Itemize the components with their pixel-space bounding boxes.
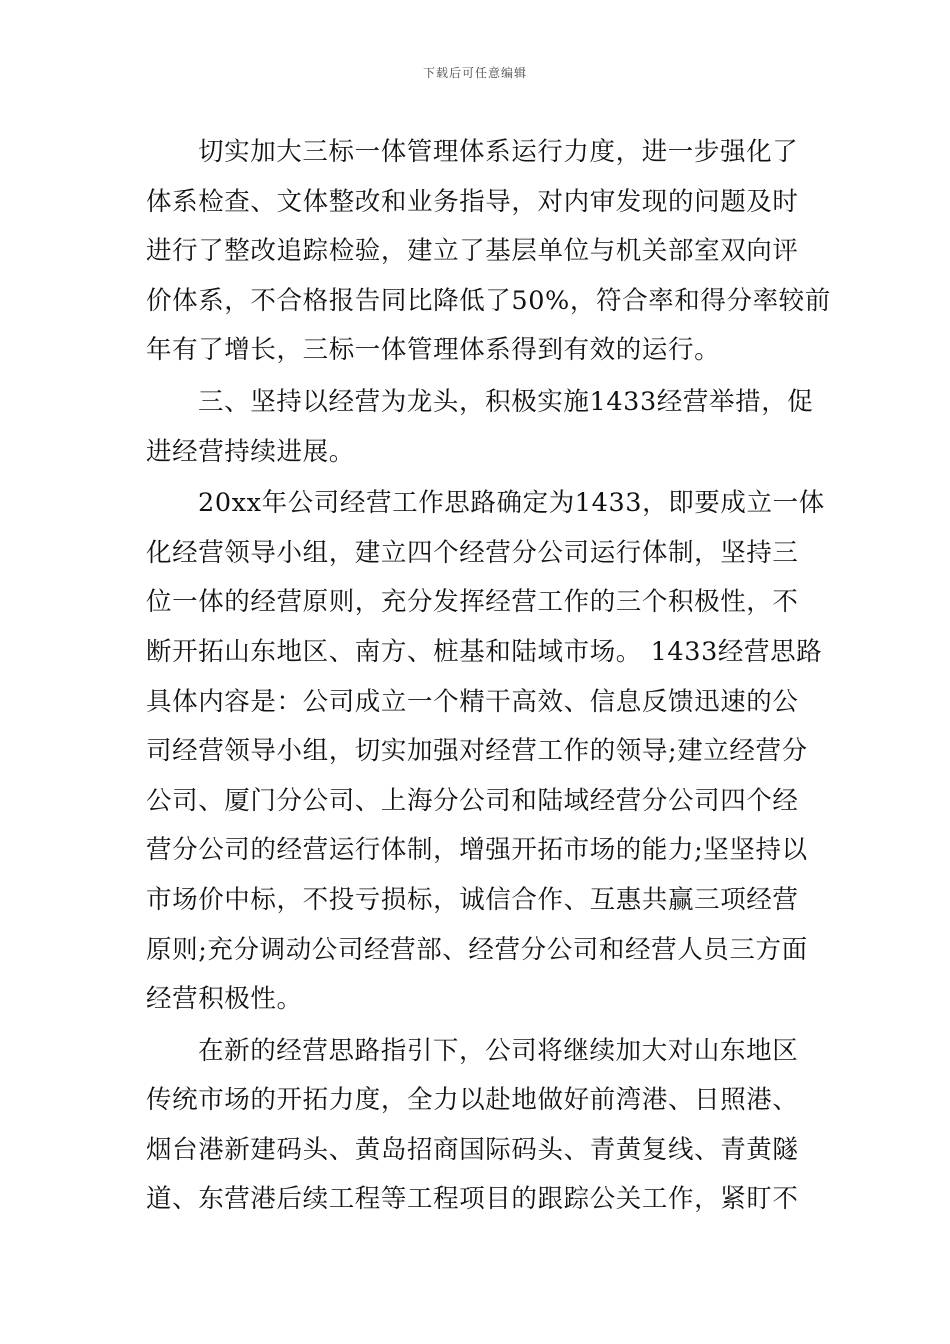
- paragraph-4: [146, 1027, 816, 1225]
- text-line: 20xx年公司经营工作思路确定为1433，即要成立一体: [198, 488, 825, 519]
- document-body: [146, 128, 831, 1225]
- paragraph-3: [146, 479, 825, 1025]
- paragraph-1: [146, 128, 831, 376]
- text-line: 三、坚持以经营为龙头，积极实施1433经营举措，促: [198, 386, 814, 417]
- text-line: 司经营领导小组，切实加强对经营工作的领导;建立经营分: [146, 736, 808, 767]
- text-line: 烟台港新建码头、黄岛招商国际码头、青黄复线、青黄隧: [146, 1134, 799, 1165]
- text-line: 断开拓山东地区、南方、桩基和陆域市场。 1433经营思路: [146, 636, 823, 667]
- paragraph-2: [146, 378, 816, 477]
- text-line: 切实加大三标一体管理体系运行力度，进一步强化了: [198, 137, 799, 167]
- text-line: 道、东营港后续工程等工程项目的跟踪公关工作，紧盯不: [146, 1184, 799, 1215]
- text-line: 价体系，不合格报告同比降低了50%，符合率和得分率较前: [146, 285, 831, 316]
- text-line: 位一体的经营原则，充分发挥经营工作的三个积极性，不: [146, 587, 799, 618]
- text-line: 市场价中标，不投亏损标，诚信合作、互惠共赢三项经营: [146, 884, 799, 915]
- text-line: 原则;充分调动公司经营部、经营分公司和经营人员三方面: [146, 934, 808, 965]
- text-line: 营分公司的经营运行体制，增强开拓市场的能力;坚坚持以: [146, 835, 808, 866]
- text-line: 具体内容是：公司成立一个精干高效、信息反馈迅速的公: [146, 686, 799, 717]
- text-line: 进行了整改追踪检验，建立了基层单位与机关部室双向评: [146, 236, 799, 267]
- text-line: 体系检查、文体整改和业务指导，对内审发现的问题及时: [146, 186, 799, 217]
- text-line: 年有了增长，三标一体管理体系得到有效的运行。: [146, 335, 721, 366]
- text-line: 经营积极性。: [146, 984, 303, 1015]
- text-line: 传统市场的开拓力度，全力以赴地做好前湾港、日照港、: [146, 1085, 799, 1116]
- text-line: 公司、厦门分公司、上海分公司和陆域经营分公司四个经: [146, 785, 799, 816]
- text-line: 化经营领导小组，建立四个经营分公司运行体制，坚持三: [146, 537, 799, 568]
- page-header-note: 下载后可任意编辑: [422, 66, 527, 80]
- text-line: 在新的经营思路指引下，公司将继续加大对山东地区: [198, 1035, 799, 1066]
- text-line: 进经营持续进展。: [146, 436, 355, 467]
